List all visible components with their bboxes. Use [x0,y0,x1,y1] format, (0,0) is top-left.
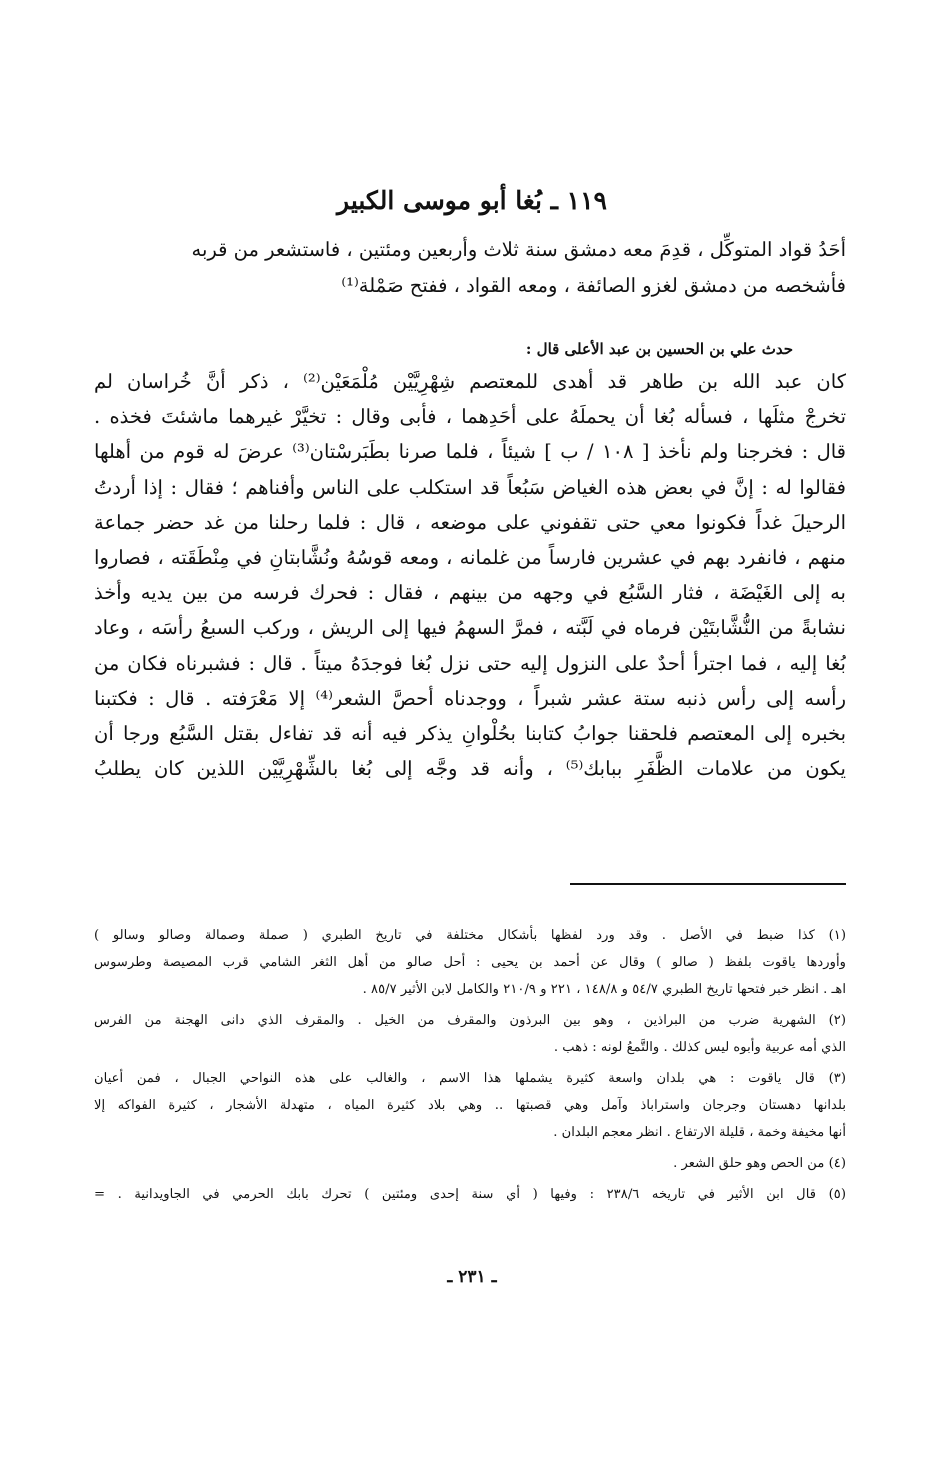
narration-text [94,364,846,786]
footnote-4 [94,1150,846,1177]
text-line: بخبره إلى المعتصم فلحقنا جوابُ كتابنا بحُلْوانِ يذكر فيه أنه قد تفاءل بقتل السَّبُع ورجا أن [94,721,846,745]
text-line: رأسه إلى رأس ذنبه ستة عشر شبراً ، ووجدناه أحصَّ الشعر⁽⁴⁾ إلا مَعْرَفته . قال : فكتبنا [94,686,846,710]
footnote-line: (٤) من الحص وهو حلق الشعر . [673,1156,846,1171]
footnote-separator [570,883,846,885]
footnote-2 [94,1007,846,1061]
footnote-line: أنها مخيفة وخمة ، قليلة الارتفاع . انظر معجم البلدان . [553,1125,846,1140]
text-line: بُغا إليه ، فما اجترأ أحدٌ على النزول إليه حتى نزل بُغا فوجدَهُ ميتاً . قال : فشبرناه فكان من [94,651,846,675]
footnote-line: الذي أمه عربية وأبوه ليس كذلك . والتَّمعُ لونه : ذهب . [553,1040,846,1055]
intro-line: فأشخصه من دمشق لغزو الصائفة ، ومعه القواد ، ففتح صَمْلة⁽¹⁾ [341,274,846,297]
footnote-line: وأوردها ياقوت بلفظ ( صالو ) وقال عن أحمد بن يحيى : أحل صالو من أهل الثغر الشامي قرب المصيصة وطرسوس [94,955,846,970]
text-line: يكون من علامات الظَّفَرِ ببابك⁽⁵⁾ ، وأنه قد وجَّه إلى بُغا بالشِّهْرِيَّيْن اللذين كان يطلبُ [94,757,846,781]
text-line: فقالوا له : إنَّ في بعض هذه الغياض سَبُعاً قد استكلب على الناس وأفناهم ؛ فقال : إذا أردتُ [94,475,846,499]
text-line: به إلى الغَيْضَة ، فثار السَّبُع في وجهه من بينهم ، فقال : فحرك فرسه من بين يديه وأخذ [94,581,846,605]
entry-title: ١١٩ ـ بُغا أبو موسى الكبير [337,185,607,215]
footnote-line: (٥) قال ابن الأثير في تاريخه ٢٣٨/٦ : وفيها ( أي سنة إحدى ومئتين ) تحرك بابك الحرمي في الجاويدانية . = [94,1187,846,1202]
footnote-line: (٣) قال ياقوت : هي بلدان واسعة كثيرة يشملها هذا الاسم ، والغالب على هذه النواحي الجبال ، فمن أعيان [94,1071,846,1086]
text-line: الرحيلَ غداً فكونوا معي حتى تقفوني على موضعه ، قال : فلما رحلنا من غد حضر جماعة [94,510,846,534]
text-line: كان عبد الله بن طاهر قد أهدى للمعتصم شِهْرِيَّيْن مُلْمَعَيْن⁽²⁾ ، ذكر أنَّ خُراسان لم [94,370,846,393]
footnotes [94,922,846,1208]
intro-line: أحَدُ قواد المتوكِّل ، قدِمَ معه دمشق سنة ثلاث وأربعين ومئتين ، فاستشعر من قربه [191,238,846,261]
text-line: منهم ، فانفرد بهم في عشرين فارساً من غلمانه ، ومعه قوسُهُ ونُشَّابتانِ في مِنْطَقَته ، فصاروا [94,545,846,569]
page-number: ـ ٢٣١ ـ [447,1267,497,1287]
footnote-1 [94,922,846,1003]
text-line: نشابةً من النُّشَّابتَيْن فرماه في لَبَّته ، فمرَّ السهمُ فيها إلى الريش ، وركب السبعُ رأسَه ، وعاد [94,616,846,640]
footnote-line: اهـ . انظر خبر فتحها تاريخ الطبري ٥٤/٧ و ١٤٨/٨ ، ٢٢١ و ٢١٠/٩ والكامل لابن الأثير ٨٥/٧ . [362,982,846,997]
footnote-line: (٢) الشهرية ضرب من البراذين ، وهو بين البرذون والمقرف من الخيل . والمقرف الذي دانى الهجنة من الفرس [94,1013,846,1028]
text-line: تخرجْ مثلَها ، فسأله بُغا أن يحملَهُ على أحَدِهما ، فأبى وقال : تخيَّرْ غيرهما ماشئتَ فخذه . [94,405,846,429]
footnote-line: (١) كذا ضبط في الأصل . وقد ورد لفظها بأشكال مختلفة في تاريخ الطبري ( صملة وصمالة وصالو وسالو ) [94,928,846,943]
isnad-chain: حدث علي بن الحسين بن عبد الأعلى قال : [525,340,793,358]
footnote-3 [94,1065,846,1146]
footnote-line: بلدانها دهستان وجرجان واستراباذ وآمل وهي قصبتها .. وهي بلاد كثيرة المياه ، متهدلة الأشجار ، كثيرة الفواكه إلا [94,1098,846,1113]
text-line: قال : فخرجنا ولم نأخذ [ ١٠٨ / ب ] شيئاً ، فلما صرنا بطَبَرسْتان⁽³⁾ عرضَ له قوم من أهلها [94,440,846,464]
footnote-5 [94,1181,846,1208]
intro-paragraph [128,232,846,304]
